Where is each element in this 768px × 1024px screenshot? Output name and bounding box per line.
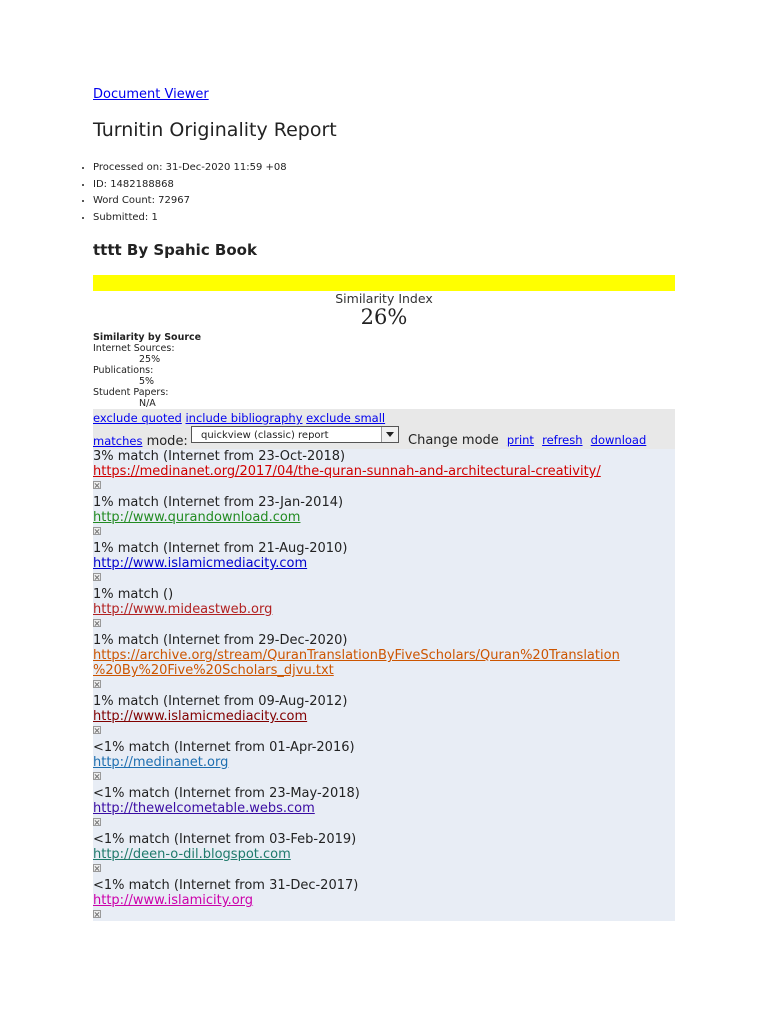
- exclude-small-matches-link-cont[interactable]: matches: [93, 434, 143, 448]
- exclude-source-icon[interactable]: [93, 619, 101, 627]
- filter-links: [93, 411, 385, 425]
- exclude-source-icon[interactable]: [93, 818, 101, 826]
- by-source-header: Similarity by Source: [93, 332, 202, 343]
- match-item: [93, 587, 272, 627]
- match-url[interactable]: http://www.mideastweb.org: [93, 602, 273, 617]
- exclude-source-icon[interactable]: [93, 481, 101, 489]
- highlight-bar: [93, 275, 675, 291]
- exclude-source-icon[interactable]: [93, 726, 101, 734]
- match-item: [93, 449, 601, 489]
- report-meta-list: [69, 160, 287, 227]
- change-mode-label: Change mode: [408, 433, 499, 448]
- exclude-small-matches-link[interactable]: exclude small: [306, 411, 386, 425]
- internet-sources-value: 25%: [139, 354, 161, 365]
- meta-submitted: • Submitted: 1: [93, 210, 287, 227]
- student-papers-value: N/A: [139, 398, 156, 409]
- match-url[interactable]: http://www.islamicity.org: [93, 893, 254, 908]
- match-text: <1% match (Internet from 23-May-2018): [93, 786, 360, 801]
- print-link[interactable]: print: [506, 433, 534, 447]
- match-item: [93, 786, 360, 826]
- mode-label: mode:: [142, 434, 188, 449]
- matches-panel: [93, 409, 675, 921]
- match-url[interactable]: http://deen-o-dil.blogspot.com: [93, 847, 291, 862]
- mode-select-value: quickview (classic) report: [201, 430, 329, 441]
- refresh-link[interactable]: refresh: [542, 433, 583, 447]
- mode-row: [93, 434, 188, 449]
- match-text: 1% match (Internet from 21-Aug-2010): [93, 541, 348, 556]
- match-text: 3% match (Internet from 23-Oct-2018): [93, 449, 346, 464]
- match-item: [93, 740, 355, 780]
- match-url-continued[interactable]: %20By%20Five%20Scholars_djvu.txt: [93, 663, 334, 678]
- download-link[interactable]: download: [590, 433, 647, 447]
- document-subtitle: tttt By Spahic Book: [93, 241, 257, 259]
- match-item: [93, 694, 347, 734]
- match-url[interactable]: http://thewelcometable.webs.com: [93, 801, 315, 816]
- include-bibliography-link[interactable]: include bibliography: [185, 411, 303, 425]
- meta-word-count: • Word Count: 72967: [93, 193, 287, 210]
- match-text: 1% match (): [93, 587, 174, 602]
- match-url[interactable]: http://www.islamicmediacity.com: [93, 709, 308, 724]
- mode-select[interactable]: [191, 426, 399, 443]
- page-title: Turnitin Originality Report: [93, 119, 337, 141]
- match-item: [93, 878, 358, 918]
- match-item: [93, 495, 343, 535]
- meta-id: • ID: 1482188868: [93, 177, 287, 194]
- exclude-source-icon[interactable]: [93, 573, 101, 581]
- match-item: [93, 633, 620, 688]
- match-url[interactable]: http://www.qurandownload.com: [93, 510, 301, 525]
- match-url[interactable]: http://www.islamicmediacity.com: [93, 556, 308, 571]
- match-text: <1% match (Internet from 03-Feb-2019): [93, 832, 357, 847]
- exclude-source-icon[interactable]: [93, 527, 101, 535]
- exclude-source-icon[interactable]: [93, 864, 101, 872]
- match-text: <1% match (Internet from 31-Dec-2017): [93, 878, 359, 893]
- similarity-index-label: Similarity Index: [335, 291, 433, 306]
- publications-label: Publications:: [93, 365, 154, 376]
- match-url[interactable]: https://medinanet.org/2017/04/the-quran-sunnah-and-architectural-creativity/: [93, 464, 601, 479]
- exclude-source-icon[interactable]: [93, 772, 101, 780]
- exclude-source-icon[interactable]: [93, 680, 101, 688]
- match-item: [93, 541, 347, 581]
- chevron-down-icon[interactable]: [381, 427, 398, 442]
- match-text: <1% match (Internet from 01-Apr-2016): [93, 740, 355, 755]
- exclude-source-icon[interactable]: [93, 910, 101, 918]
- publications-value: 5%: [139, 376, 155, 387]
- match-text: 1% match (Internet from 09-Aug-2012): [93, 694, 348, 709]
- student-papers-label: Student Papers:: [93, 387, 169, 398]
- match-url[interactable]: http://medinanet.org: [93, 755, 229, 770]
- match-url[interactable]: https://archive.org/stream/QuranTranslationByFiveScholars/Quran%20Translation: [93, 648, 620, 663]
- exclude-quoted-link[interactable]: exclude quoted: [93, 411, 182, 425]
- document-viewer-link[interactable]: Document Viewer: [93, 87, 209, 102]
- match-item: [93, 832, 356, 872]
- similarity-by-source: [93, 332, 201, 409]
- internet-sources-label: Internet Sources:: [93, 343, 175, 354]
- similarity-index-value: 26%: [360, 305, 408, 329]
- match-text: 1% match (Internet from 29-Dec-2020): [93, 633, 348, 648]
- meta-processed-on: • Processed on: 31-Dec-2020 11:59 +08: [93, 160, 287, 177]
- match-text: 1% match (Internet from 23-Jan-2014): [93, 495, 344, 510]
- change-mode-group: [408, 433, 646, 448]
